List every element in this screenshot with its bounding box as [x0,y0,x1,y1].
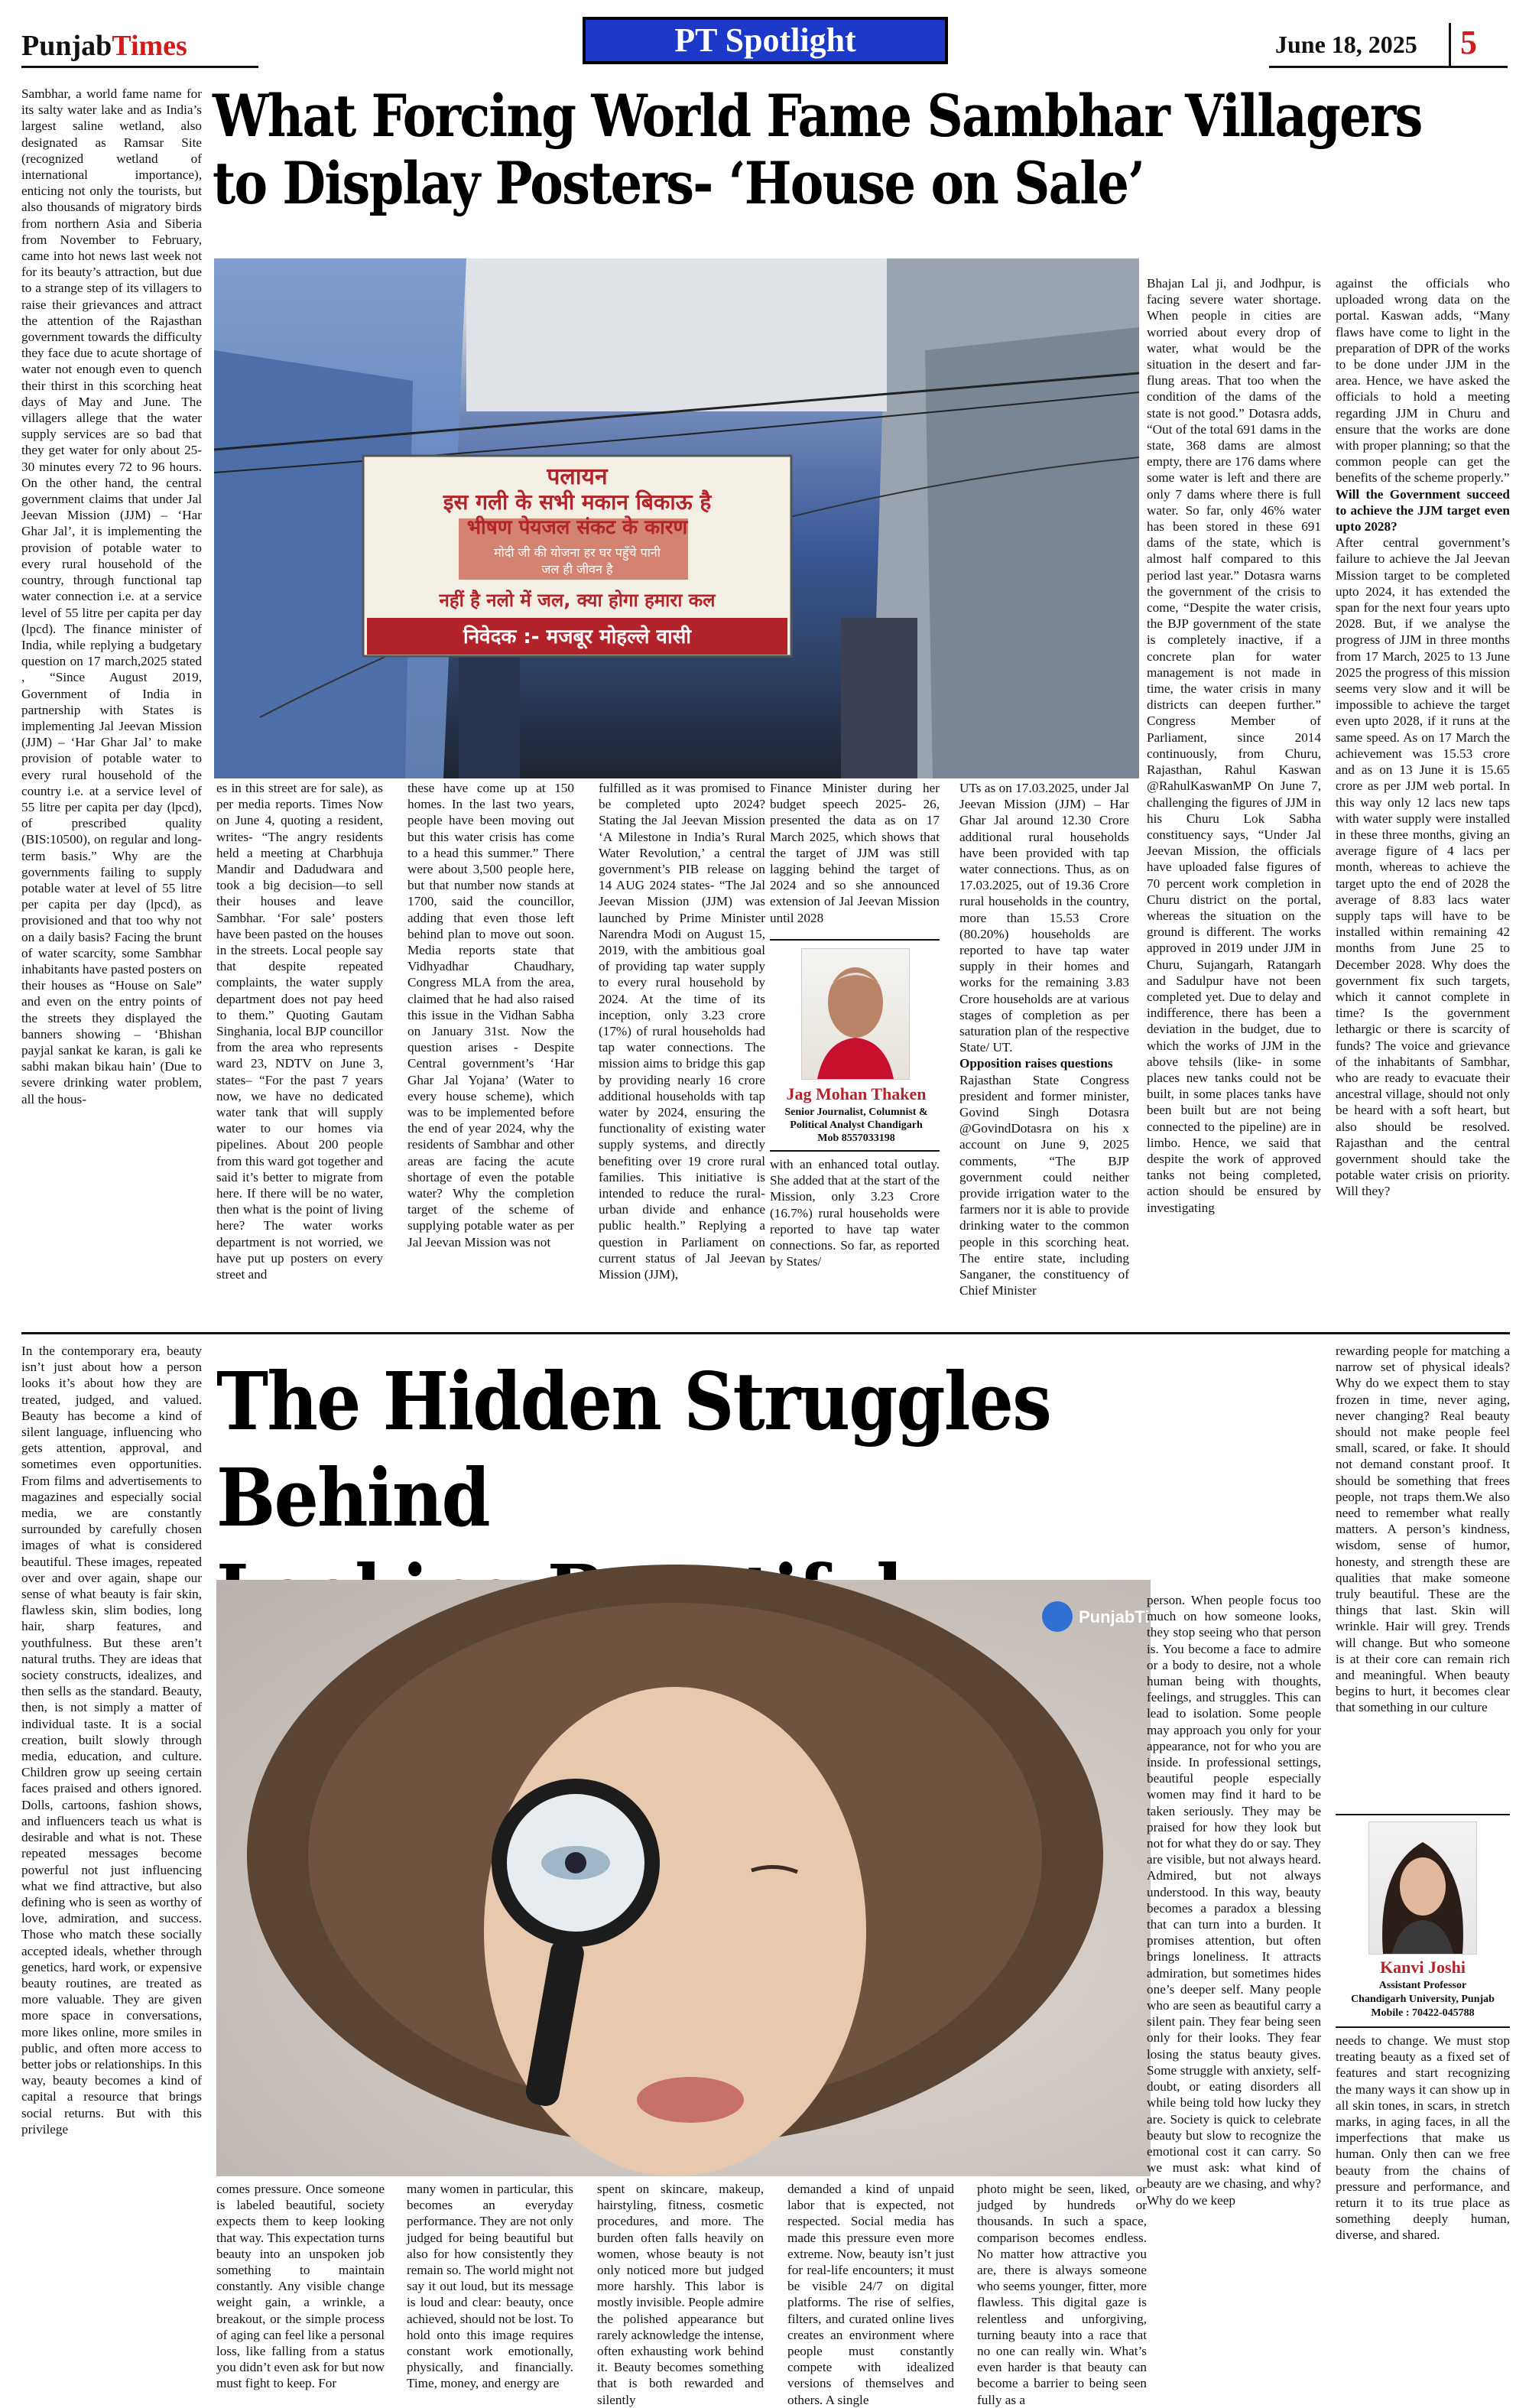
article2-col3-text: many women in particular, this becomes an everyday performance. They are not only judged for being beautiful but also for how consistently they remain so. The world might not say it out loud, but its message is loud and clear: beauty, once achieved, should not be lost. To hold onto this image requires constant work emotionally, physically, and financially. Time, money, and energy are [407,2182,573,2391]
banner-text-6: नहीं है नलो में जल, क्या होगा हमारा कल [439,590,716,611]
brand-part1: Punjab [21,30,112,62]
article2-headline-line1: The Hidden Struggles Behind [216,1354,1051,1545]
article1-headline [213,82,1422,217]
article2-column-1 [21,1343,202,2329]
banner-text-4: मोदी जी की योजना हर घर पहुँचे पानी [494,545,661,560]
article1-column-2 [216,780,383,1327]
article-divider [21,1332,1510,1334]
section-banner: PT Spotlight [583,17,948,64]
article2-column-8-bottom [1336,2033,1510,2329]
masthead-logo [21,29,187,63]
article2-col2-text: comes pressure. Once someone is labeled beautiful, society expects them to keep looking that way. This expectation turns beauty into an unspoken job something to maintain constantly. Any visible change weight gain, a wrinkle, a breakout, or the simple process of aging can feel like a personal loss, like falling from a status you didn’t even ask for but now must fight to keep. For [216,2182,385,2391]
street-scene-illustration [214,258,1139,778]
author-photo-kanvi-joshi [1368,1821,1477,1955]
author-box-rule-bottom [770,1150,940,1152]
author-title-1b: Political Analyst Chandigarh [790,1120,923,1131]
article1-col8-subhead: Will the Government succeed to achieve the JJM target even upto 2028? [1336,486,1510,535]
article1-col5-top-text: Finance Minister during her budget speech 2025- 26, presented the data as on 17 March 2025, which shows that the target of JJM was still lagging behind the target of 2024 and so she announced extension of Jal Jeevan Mission until 2028 [770,781,940,925]
photo-watermark: PunjabTimes [1079,1607,1183,1626]
article1-column-4 [599,780,765,1327]
author-name-2: Kanvi Joshi [1380,1958,1466,1977]
article1-col8-text-b: After central government’s failure to achieve the Jal Jeevan Mission target to be completed upto 2024, it has extended the span for the next four years upto 2028. But, if we analyse the progress of JJM in three months from 17 March, 2025 to 13 June 2025 the progress of this mission seems very slow and it will be impossible to achieve the target even upto 2028, if it runs at the same speed. As on 17 March the achievement was 15.53 crore and as on 13 June it is 15.65 crore as per JJM web portal. In this way only 12 lacs new taps with water supply were installed in these three months, giving an average figure of 4 lacs per month, whereas to achieve the target upto the end of 2028 the average of 8.83 lacs water supply taps will have to be installed within remaining 42 months from June 25 to December 2028. Why does the government fix such targets, which it cannot complete in time? Is the government lethargic or there is scarcity of funds? The voice and grievance of the inhabitants of Sambhar, who are ready to evacuate their ancestral village, should not only be heard with a soft heart, but also should be resolved. Rajasthan and the central government should take the potable water crisis on priority. Will they? [1336,535,1510,1199]
article1-headline-line1: What Forcing World Fame Sambhar Villagers [213,82,1422,150]
article2-column-5 [787,2181,954,2407]
banner-text-1: पलायन [547,463,608,490]
woman-magnifier-illustration [216,1580,1183,2176]
author-credits-2 [1338,1979,1508,2020]
page-number-divider [1449,23,1451,66]
article2-col1-text: In the contemporary era, beauty isn’t just about how a person looks it’s about how they are treated, judged, and valued. Beauty has become a kind of silent language, influencing who gets attention, approval, and sometimes even opportunities. From films and advertisements to magazines and especially social media, we are constantly surrounded by carefully chosen images of what is considered beautiful. These images, repeated over and over again, shape our sense of what beauty is fair skin, flawless skin, slim bodies, long hair, sharp features, and youthfulness. But these aren’t natural truths. They are ideas that society constructs, idealizes, and then sells as the standard. Beauty, then, is not simply a matter of individual taste. It is a social creation, built slowly through media, education, and culture. Children grow up seeing certain faces praised and others ignored. Dolls, cartoons, fashion shows, and influencers teach us what is desirable and what is not. These repeated messages become powerful not just influencing what we find attractive, but also defining who is seen as worthy of love, admiration, and success. Those who match these socially accepted ideals, whether through genetics, hard work, or expensive beauty routines, are treated as more valuable. They are given more space in conversations, more likes online, more smiles in public, and often more access to better jobs or relationships. In this way, beauty becomes a kind of capital a resource that brings social returns. But with this privilege [21,1344,202,2137]
author-photo-jag-mohan-thaken [801,948,910,1080]
article1-column-5-bottom [770,1156,940,1327]
article1-col7-text: Bhajan Lal ji, and Jodhpur, is facing severe water shortage. When people in cities are worried about every drop of water, what would be the situation in the desert and far-flung areas. That too when the condition of the dams of the state is not good.” Dotasra adds, “Out of the total 691 dams in the state, 368 dams are almost empty, there are 176 dams where some water is left and there are only 7 dams where there is full water. So far, only 46% water has been stored in these 691 dams of the state, which is almost half compared to this period last year.” Dotasra warns the government of the crisis to come, “Despite the water crisis, the BJP government of the state is completely inactive, if a concrete plan for water management is not made in time, the water crisis in many districts can deepen further.” Congress Member of Parliament, since 2014 continuously, from Churu, Rajasthan, Rahul Kaswan @RahulKaswanMP On June 7, challenging the figures of JJM in his Churu Lok Sabha constituency says, “Under Jal Jeevan Mission, the officials have uploaded false figures of 70 percent work completion in Churu district on the portal, whereas the situation on the ground is different. The works approved in 2019 under JJM in Churu, Sujangarh, Ratangarh and Sadulpur have not been completed yet. Due to delay and indifference, there has been a deviation in the budget, due to which the works of JJM in the above tehsils (like- in some places new tanks could not be built, in some places tanks have been built but are not being connected to the pipeline) are in limbo. Hence, we said that despite the work of approved tanks not being completed, action should be ensured by investigating [1147,276,1321,1215]
author2-box-rule-bottom [1336,2026,1510,2028]
article2-column-3 [407,2181,573,2391]
article1-column-3 [407,780,574,1327]
page-number: 5 [1460,24,1477,61]
article2-col8-bottom-text: needs to change. We must stop treating beauty as a fixed set of features and start recognizing the many ways it can show up in all skin tones, in scars, in stretch marks, in aging faces, in all the imperfections that make us human. Only then can we free beauty from the chains of pressure and performance, and return it to its true place as something deeply human, diverse, and shared. [1336,2033,1510,2243]
article2-col4-text: spent on skincare, makeup, hairstyling, fitness, cosmetic procedures, and more. The burden often falls heavily on women, whose beauty is not only noticed more but judged more harshly. This labor is mostly invisible. People admire the polished appearance but rarely acknowledge the intense, often exhausting work behind it. Beauty becomes something that is both rewarded and silently [597,2182,764,2407]
article1-col2-text: es in this street are for sale), as per media reports. Times Now on June 4, quoting a resident, writes- “The angry residents held a meeting at Charbhuja Mandir and Dadudwara and took a big decision—to sell their houses and leave Sambhar. ‘For sale’ posters have been pasted on the houses in the streets. Local people say that despite repeated complaints, the water supply department does not pay heed to them.” Quoting Gautam Singhania, local BJP councillor from the area who represents ward 23, NDTV on June 3, states– “For the past 7 years now, we have no dedicated water tank that will supply water to our homes via pipelines. About 200 people from this ward got together and said it’s better to migrate from here. If there will be no water, then what is the point of living here? The water works department is not worried, we have put up posters on every street and [216,781,383,1282]
article1-photo [214,258,1139,778]
article1-col3-text: these have come up at 150 homes. In the last two years, people have been moving out but this water crisis has come to a head this summer.” There were about 3,500 people here, but that number now stands at 1700, said the councillor, adding that even those left behind plan to move out soon. Media reports state that Vidhyadhar Chaudhary, Congress MLA from the area, claimed that he had also raised this issue in the Vidhan Sabha on January 31st. Now the question arises - Despite Central government’s ‘Har Ghar Jal Yojana’ (Water to every house scheme), which was to be implemented before the end of year 2024, why the residents of Sambhar and other areas are facing the acute shortage of even the potable water? Why the completion target of the scheme of supplying potable water as per Jal Jeevan Mission was not [407,781,574,1249]
article2-column-4 [597,2181,764,2407]
masthead-rule-left [21,66,258,68]
author-title-1a: Senior Journalist, Columnist & [784,1107,928,1118]
article1-column-1 [21,86,202,1326]
author-credits-1 [772,1106,940,1145]
banner-text-3: भीषण पेयजल संकट के कारण [466,516,688,539]
author-portrait-2 [1369,1822,1476,1954]
author-title-2b: Chandigarh University, Punjab [1351,1994,1495,2005]
article2-column-6 [977,2181,1147,2407]
article2-photo [216,1580,1183,2176]
author-mobile-1: Mob 8557033198 [817,1133,895,1144]
article1-column-8 [1336,275,1510,1327]
masthead-rule-right [1269,66,1508,68]
article1-col6-text-b: Rajasthan State Congress president and former minister, Govind Singh Dotasra @GovindDotasra on his x account on June 9, 2025 comments, “The BJP government could neither provide irrigation water to the farmers nor it is able to provide drinking water to the common people in this scorching heat. The entire state, including Sanganer, the constituency of Chief Minister [959,1072,1129,1298]
article2-col6-text: photo might be seen, liked, or judged by hundreds or thousands. In such a space, comparison becomes endless. No matter how attractive you are, there is always someone who seems younger, fitter, more flawless. This digital gaze is relentless and unforgiving, turning beauty into a race that no one can really win. What’s even harder is that beauty can become a barrier to being seen fully as a [977,2182,1147,2407]
author-box-rule-top [770,939,940,941]
article1-column-6 [959,780,1129,1327]
article2-column-8-top [1336,1343,1510,1811]
author-name-1: Jag Mohan Thaken [786,1084,927,1103]
article1-col6-subhead: Opposition raises questions [959,1056,1113,1071]
article2-column-7 [1147,1592,1321,2329]
article2-col7-text: person. When people focus too much on how someone looks, they stop seeing who that person is. You become a face to admire or a body to desire, not a whole human being with thoughts, feelings, and struggles. This can lead to isolation. Some people may approach you only for your appearance, not for who you are inside. In professional settings, beautiful people especially women may find it hard to be taken seriously. They may be praised for how they look but not for what they do or say. They are visible, but not always heard. Admired, but not always understood. In this way, beauty becomes a paradox a blessing that can turn into a burden. It promises attention, but often brings loneliness. It attracts admiration, but sometimes hides one’s deeper self. Many people who are seen as beautiful carry a silent pain. They fear being seen only for their looks. They fear losing the status beauty gives. Some struggle with anxiety, self-doubt, or eating disorders all while being told how lucky they are. Society is quick to celebrate beauty but slow to recognize the emotional cost it can carry. So we must ask: what kind of beauty are we chasing, and why? Why do we keep [1147,1593,1321,2208]
article1-col4-text: fulfilled as it was promised to be completed upto 2024? Stating the Jal Jeevan Mission ‘A Milestone in India’s Rural Water Revolution,’ a central government’s PIB release on 14 AUG 2024 states- “The Jal Jeevan Mission (JJM) was launched by Prime Minister Narendra Modi on August 15, 2019, with the ambitious goal of providing tap water supply to every rural household by 2024. At the time of its inception, only 3.23 crore (17%) of rural households had tap water connections. The mission aims to bridge this gap by providing nearly 16 crore additional households with tap water by 2024, ensuring the functionality of existing water supply systems, and directly benefiting over 19 crore rural families. This initiative is intended to reduce the rural-urban divide and enhance public health.” Replying a question in Parliament on current status of Jal Jeevan Mission (JJM), [599,781,765,1282]
article1-col8-text: against the officials who uploaded wrong data on the portal. Kaswan adds, “Many flaws have come to light in the preparation of DPR of the works to be done under JJM in the area. Hence, we have asked the officials to hold a meeting regarding JJM in Churu and ensure that the works are done with proper planning; so that the common people can get the benefits of the scheme properly.” [1336,276,1510,486]
photo-logo-icon [1042,1601,1073,1632]
author2-box-rule-top [1336,1814,1510,1815]
article1-column-5-top [770,780,940,937]
banner-text-2: इस गली के सभी मकान बिकाऊ है [443,489,712,515]
article2-col8-top-text: rewarding people for matching a narrow set of physical ideals? Why do we expect them to stay frozen in time, never aging, never changing? Real beauty should not make people feel small, scared, or fake. It should not demand constant proof. It should be something that frees people, not traps them.We also need to remember what really matters. A person’s kindness, wisdom, sense of humor, honesty, and strength these are qualities that make someone truly beautiful. These are the things that last. Skin will wrinkle. Hair will grey. Trends will change. But who someone is at their core can remain rich and meaningful. When beauty begins to hurt, it becomes clear that something in our culture [1336,1344,1510,1715]
article1-col1-text: Sambhar, a world fame name for its salty water lake and as India’s largest saline wetland, also designated as Ramsar Site (recognized wetland of international importance), enticing not only the tourists, but also thousands of migratory birds from northern Asia and Siberia from November to February, came into hot news last week not for its beauty’s attraction, but due to a strange step of its villagers to raise their grievances and attract the attention of the Rajasthan government towards the difficulty they face due to acute shortage of water not enough even to quench their thirst in this scorching heat days of May and June. The villagers allege that the water supply services are so bad that they get water for only about 25-30 minutes every 72 to 96 hours. On the other hand, the central government claims that under Jal Jeevan Mission (JJM) – ‘Har Ghar Jal’, it is implementing the provision of potable water to every rural household of the country, through functional tap water connection i.e. at a service level of 55 litre per capita per day (lpcd). The finance minister of India, while replying a budgetary question on 17 march,2025 stated , “Since August 2019, Government of India in partnership with States is implementing Jal Jeevan Mission (JJM) – ‘Har Ghar Jal’ to make provision of potable water to every rural household of the country i.e. at a service level of 55 litre per capita per day (lpcd), of prescribed quality (BIS:10500), on regular and long-term basis.” Why are the governments failing to supply potable water at level of 55 litre per capita per day (lpcd), as provisioned and that too why not on a daily basis? Facing the brunt of water scarcity, some Sambhar inhabitants have pasted posters on their houses as “House on Sale” and even on the entry points of the streets they displayed the banners showing – ‘Bhishan payjal sankat ke karan, is gali ke sabhi makan bikau hain’ (Due to severe drinking water problem, all the hous- [21,86,202,1107]
author-title-2a: Assistant Professor [1378,1980,1467,1991]
issue-date: June 18, 2025 [1275,31,1417,58]
article2-col5-text: demanded a kind of unpaid labor that is expected, not respected. Social media has made this pressure even more extreme. Now, beauty isn’t just for real-life encounters; it must be visible 24/7 on digital platforms. The rise of selfies, filters, and curated online lives creates an environment where people must constantly compete with idealized versions of themselves and others. A single [787,2182,954,2407]
article1-col5-bottom-text: with an enhanced total outlay. She added that at the start of the Mission, only 3.23 Crore (16.7%) rural households were reported to have tap water connections. So far, as reported by States/ [770,1157,940,1269]
article2-column-2 [216,2181,385,2391]
author-portrait-1 [802,949,909,1079]
brand-part2: Times [112,30,187,62]
banner-text-7: निवेदक :- मजबूर मोहल्ले वासी [463,626,692,648]
article1-headline-line2: to Display Posters- ‘House on Sale’ [213,149,1144,217]
author-mobile-2: Mobile : 70422-045788 [1371,2007,1475,2019]
article1-col6-text: UTs as on 17.03.2025, under Jal Jeevan Mission (JJM) – Har Ghar Jal around 12.30 Crore additional rural households have been provided with tap water connections. Thus, as on 17.03.2025, out of 19.36 Crore rural households in the country, more than 15.53 Crore (80.20%) households are reported to have tap water supply in their homes and works for the remaining 3.83 Crore households are at various stages of completion as per saturation plan of the respective State/ UT. [959,781,1129,1055]
article1-column-7 [1147,275,1321,1327]
banner-text-5: जल ही जीवन है [541,562,613,577]
